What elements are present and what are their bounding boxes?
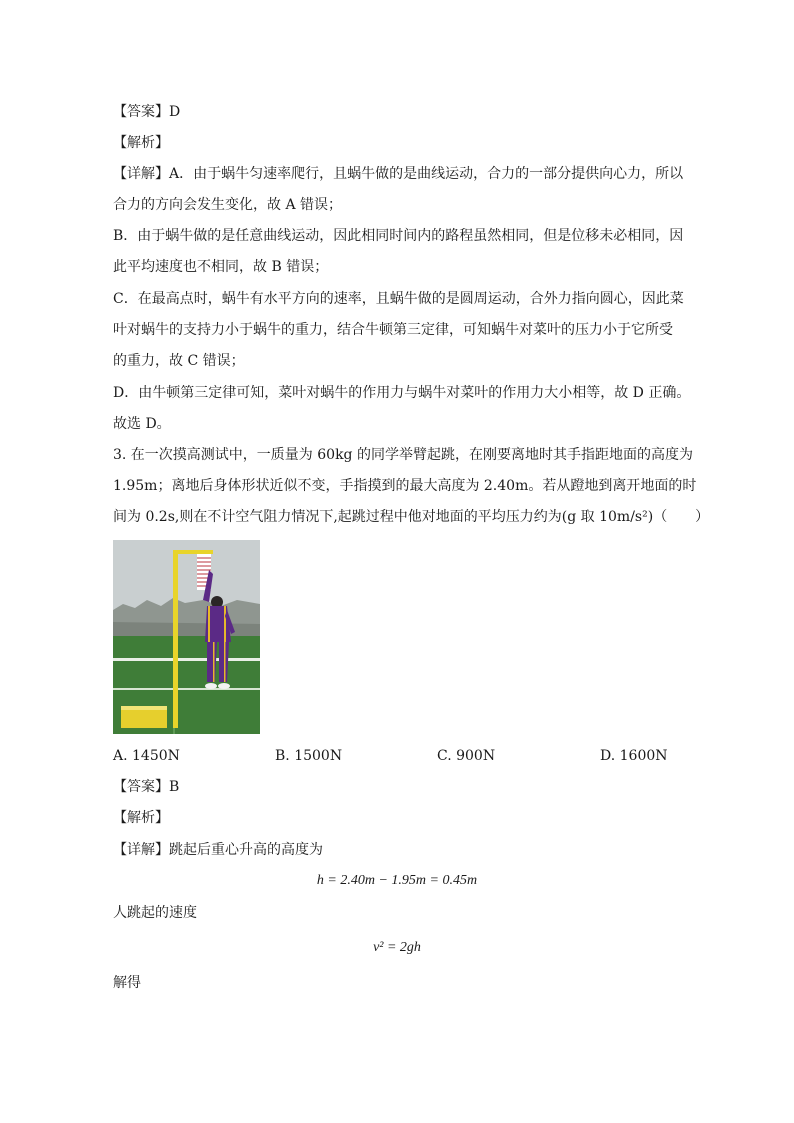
- q2-detail-line: 的重力，故 C 错误；: [113, 353, 245, 369]
- q2-detail-line: 此平均速度也不相同，故 B 错误；: [113, 259, 329, 275]
- q2-conclusion: 故选 D。: [113, 416, 171, 432]
- formula-height: h = 2.40m − 1.95m = 0.45m: [316, 873, 478, 888]
- option-a: A. 1450N: [113, 748, 180, 764]
- q2-detail-line: 【详解】A．由于蜗牛匀速率爬行，且蜗牛做的是曲线运动，合力的一部分提供向心力，所以: [113, 166, 684, 182]
- q3-answer: 【答案】B: [113, 779, 180, 795]
- q2-detail-line: B．由于蜗牛做的是任意曲线运动，因此相同时间内的路程虽然相同，但是位移未必相同，因: [113, 228, 684, 244]
- option-d: D. 1600N: [600, 748, 668, 764]
- q2-analysis-heading: 【解析】: [113, 135, 169, 151]
- q3-detail-line: 人跳起的速度: [113, 905, 197, 921]
- q2-detail-line: C．在最高点时，蜗牛有水平方向的速率，且蜗牛做的是圆周运动，合外力指向圆心，因此菜: [113, 291, 684, 307]
- q3-stem-line: 间为 0.2s,则在不计空气阻力情况下,起跳过程中他对地面的平均压力约为(g 取 10m/s²)（ ）: [113, 509, 710, 525]
- q3-detail-line: 解得: [113, 975, 141, 991]
- jump-test-photo: [113, 540, 260, 734]
- q2-detail-line: D．由牛顿第三定律可知，菜叶对蜗牛的作用力与蜗牛对菜叶的作用力大小相等，故 D 正确。: [113, 385, 691, 401]
- q3-stem-line: 3. 在一次摸高测试中，一质量为 60kg 的同学举臂起跳，在刚要离地时其手指距地面的高度为: [113, 447, 693, 463]
- q3-detail-line: 【详解】跳起后重心升高的高度为: [113, 842, 323, 858]
- q3-analysis-heading: 【解析】: [113, 810, 169, 826]
- q2-answer: 【答案】D: [113, 104, 181, 120]
- q2-detail-line: 合力的方向会发生变化，故 A 错误；: [113, 197, 343, 213]
- q3-stem-line: 1.95m；离地后身体形状近似不变，手指摸到的最大高度为 2.40m。若从蹬地到离开地面的时: [113, 478, 697, 494]
- option-b: B. 1500N: [275, 748, 343, 764]
- option-c: C. 900N: [437, 748, 496, 764]
- q2-detail-line: 叶对蜗牛的支持力小于蜗牛的重力，结合牛顿第三定律，可知蜗牛对菜叶的压力小于它所受: [113, 322, 673, 338]
- formula-velocity: v² = 2gh: [373, 940, 421, 955]
